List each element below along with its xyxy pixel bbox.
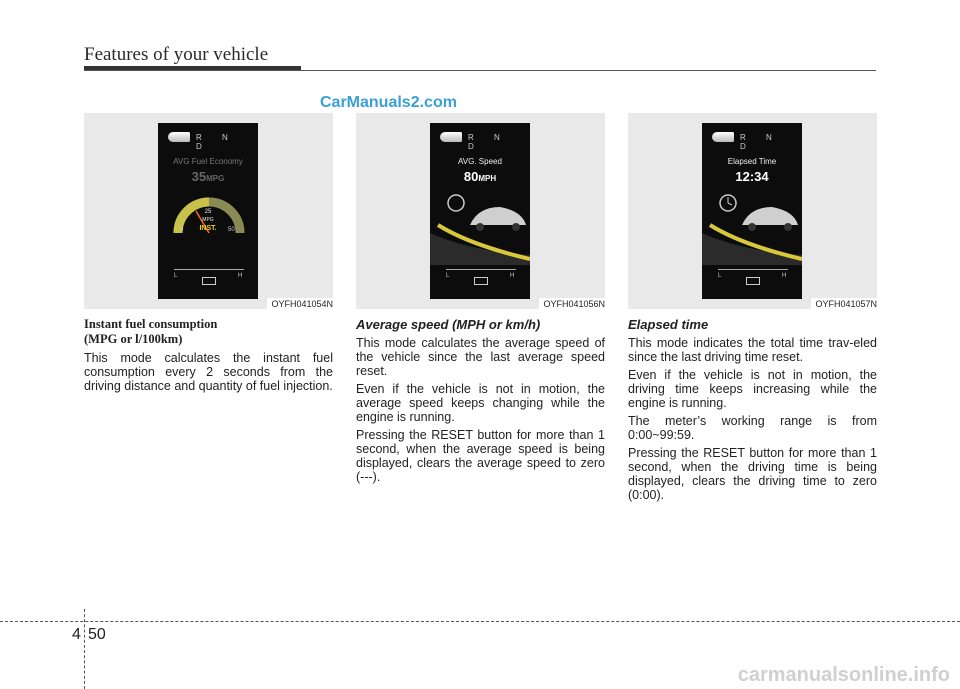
temp-gauge-bar (174, 269, 244, 270)
park-icon (440, 132, 462, 142)
gear-letters: R N D (468, 133, 509, 151)
park-icon (168, 132, 190, 142)
footer-rule (0, 621, 960, 622)
screen-value: 35MPG (191, 169, 225, 184)
gauge-mid-label: 25 (204, 209, 212, 215)
screen-title: AVG. Speed (458, 157, 502, 166)
page-number: 50 (88, 626, 106, 643)
gear-letters: R N D (196, 133, 237, 151)
gauge-low-label: L (446, 273, 450, 279)
temp-gauge-bar (446, 269, 516, 270)
paragraph: Pressing the RESET button for more than 1 second, when the driving time is being displayed, clears the driving time to zero (0:00). (628, 446, 877, 502)
gauge-high-label: H (510, 273, 515, 279)
watermark-bottom: carmanualsonline.info (737, 664, 950, 686)
cluster-screen (158, 123, 258, 299)
battery-icon (746, 277, 760, 285)
paragraph: Even if the vehicle is not in motion, the driving time keeps increasing while the engine is running. (628, 368, 877, 410)
gauge-unit-label: MPG (202, 217, 214, 223)
section-heading: Instant fuel consumption (MPG or l/100km) (84, 317, 218, 346)
gauge-low-label: L (718, 273, 722, 279)
paragraph: Even if the vehicle is not in motion, the average speed keeps changing while the engine is running. (356, 382, 605, 424)
section-heading: Average speed (MPH or km/h) (356, 317, 541, 332)
temp-gauge-bar (718, 269, 788, 270)
gear-indicator (702, 130, 802, 151)
header-rule (84, 70, 876, 71)
gauge-inst-label: INST. (199, 225, 217, 232)
figure-average-speed (356, 113, 605, 309)
car-road-icon (702, 185, 802, 265)
cluster-screen (702, 123, 802, 299)
gear-indicator (430, 130, 530, 151)
gauge-high-label: H (782, 273, 787, 279)
gauge-max-label: 50 (228, 227, 235, 233)
gear-indicator (158, 130, 258, 151)
battery-icon (202, 277, 216, 285)
screen-value: 80MPH (463, 169, 497, 184)
cluster-screen (430, 123, 530, 299)
footer-divider (84, 609, 85, 689)
column-elapsed-time (628, 113, 877, 502)
watermark-top: CarManuals2.com (320, 94, 457, 111)
paragraph: This mode calculates the average speed of the vehicle since the last average speed reset. (356, 336, 605, 378)
car-road-icon (430, 185, 530, 265)
section-heading: Elapsed time (628, 317, 709, 332)
column-average-speed (356, 113, 605, 484)
figure-caption: OYFH041054N (267, 298, 333, 309)
paragraph: This mode calculates the instant fuel consumption every 2 seconds from the driving distance and quantity of fuel injection. (84, 351, 333, 393)
section-number: 4 (72, 626, 81, 643)
park-icon (712, 132, 734, 142)
column-instant-fuel (84, 113, 333, 393)
gauge-min-label: 0 (180, 227, 184, 233)
screen-value: 12:34 (735, 169, 769, 184)
figure-caption: OYFH041056N (539, 298, 605, 309)
screen-title: AVG Fuel Economy (173, 157, 243, 166)
page-header-title: Features of your vehicle (84, 44, 269, 65)
figure-elapsed-time (628, 113, 877, 309)
paragraph: This mode indicates the total time trav-eled since the last driving time reset. (628, 336, 877, 364)
battery-icon (474, 277, 488, 285)
screen-title: Elapsed Time (727, 157, 777, 166)
paragraph: Pressing the RESET button for more than 1 second, when the average speed is being displayed, clears the average speed to zero (---). (356, 428, 605, 484)
gauge-low-label: L (174, 273, 178, 279)
figure-instant-fuel (84, 113, 333, 309)
gear-letters: R N D (740, 133, 781, 151)
gauge-high-label: H (238, 273, 243, 279)
figure-caption: OYFH041057N (811, 298, 877, 309)
paragraph: The meter’s working range is from 0:00~99:59. (628, 414, 877, 442)
